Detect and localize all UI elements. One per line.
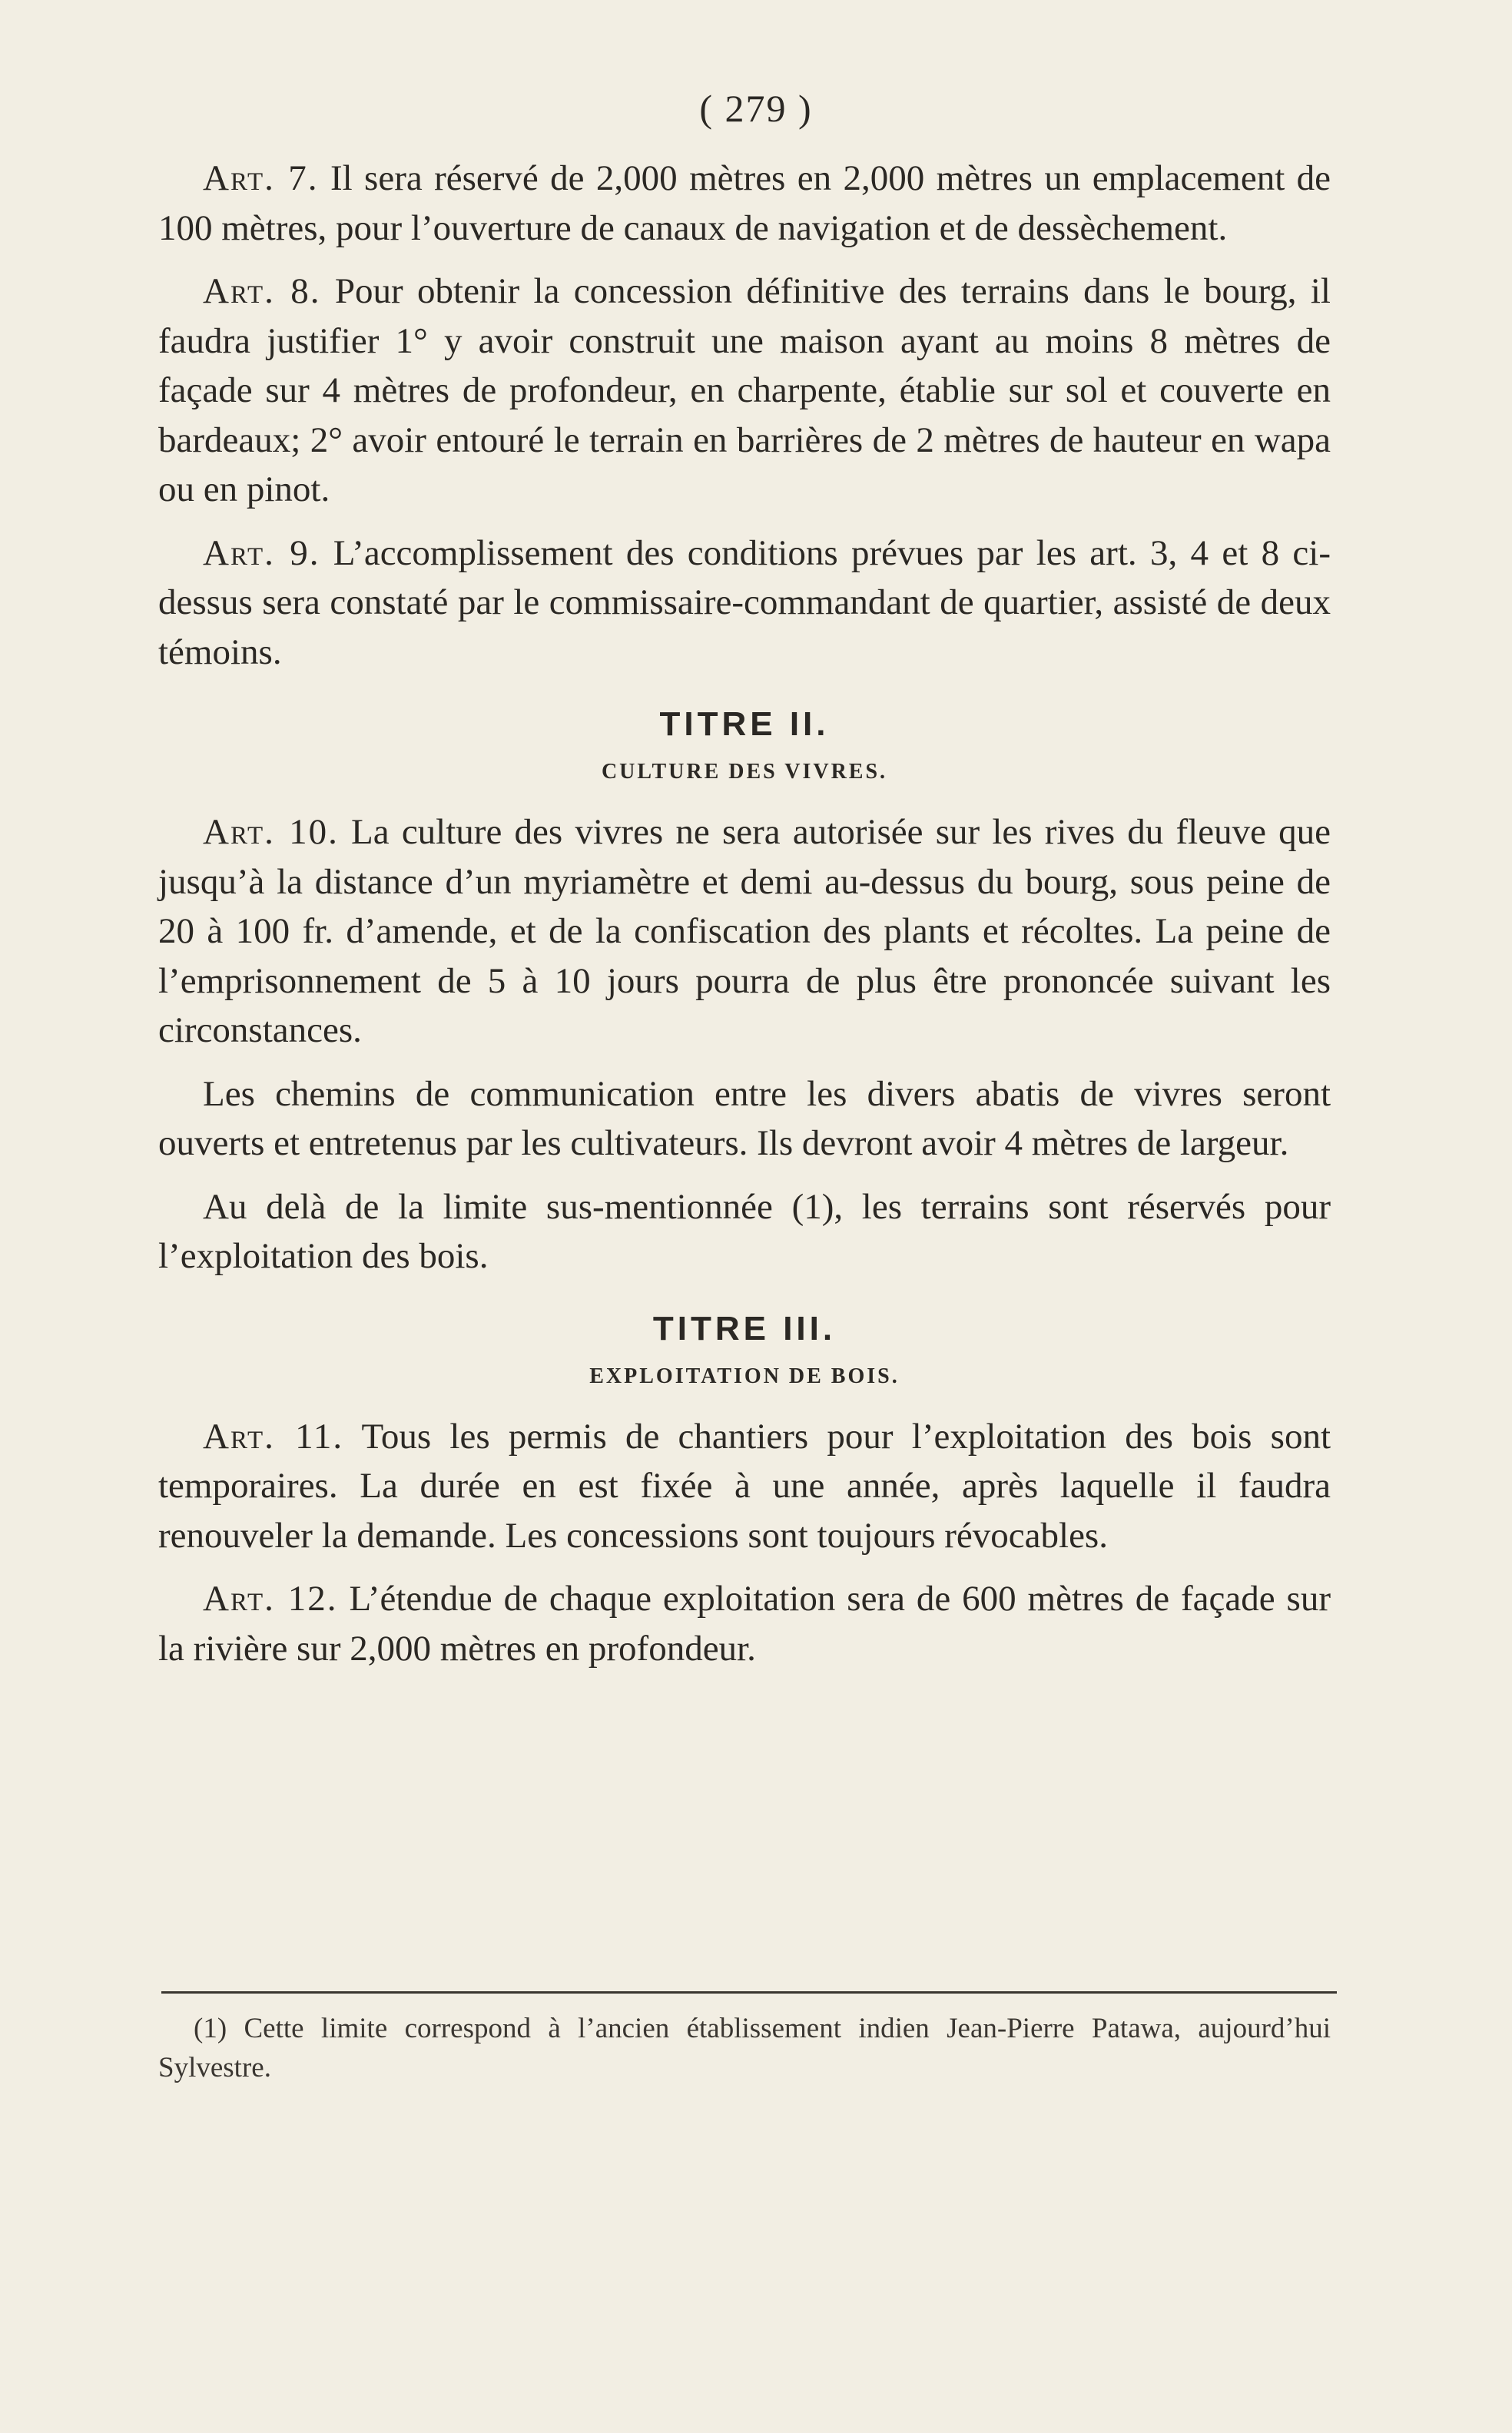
paragraph-chemins: Les chemins de communication entre les divers abatis de vivres seront ouverts et entretenus par les cultivateurs. Ils devront avoir 4 mètres de largeur. [158, 1073, 1331, 1163]
article-10 [158, 807, 1331, 1056]
section-title-3: TITRE III. [652, 1309, 837, 1347]
footnote-divider [161, 1991, 1337, 1994]
article-text: Pour obtenir la concession définitive des terrains dans le bourg, il faudra justifier 1° y avoir construit une maison ayant au moins 8 mètres de façade sur 4 mètres de profondeur, en charpente, établie sur sol et couverte en bardeaux; 2° avoir entouré le terrain en barrières de 2 mètres de hauteur en wapa ou en pinot. [158, 271, 1331, 509]
article-text: La culture des vivres ne sera autorisée sur les rives du fleuve que jusqu’à la distance d’un myriamètre et demi au-dessus du bourg, sous peine de 20 à 100 fr. d’amende, et de la confiscation des plants et récoltes. La peine de l’emprisonnement de 5 à 10 jours pourra de plus être prononcée suivant les circonstances. [158, 812, 1331, 1050]
article-8 [158, 267, 1331, 515]
footnote: (1) Cette limite correspond à l’ancien établissement indien Jean-Pierre Patawa, aujourd’hui Sylvestre. [158, 2013, 1331, 2083]
article-12 [158, 1574, 1331, 1673]
section-title-2: TITRE II. [659, 705, 830, 743]
article-text: Tous les permis de chantiers pour l’exploitation des bois sont temporaires. La durée en est fixée à une année, après laquelle il faudra renouveler la demande. Les concessions sont toujours révocables. [158, 1416, 1331, 1556]
article-text: L’accomplissement des conditions prévues par les art. 3, 4 et 8 ci-dessus sera constaté par le commissaire-commandant de quartier, assisté de deux témoins. [158, 532, 1331, 672]
section-subtitle-3: EXPLOITATION DE BOIS. [589, 1364, 900, 1388]
article-label: Art. 9. [203, 532, 320, 573]
article-label: Art. 11. [203, 1416, 344, 1457]
page-number: ( 279 ) [699, 87, 813, 130]
article-label: Art. 12. [203, 1579, 338, 1619]
article-text: L’étendue de chaque exploitation sera de 600 mètres de façade sur la rivière sur 2,000 mètres en profondeur. [158, 1579, 1331, 1669]
article-11 [158, 1412, 1331, 1561]
section-subtitle-2: CULTURE DES VIVRES. [601, 760, 888, 784]
article-9 [158, 529, 1331, 678]
article-7 [158, 154, 1331, 253]
article-label: Art. 10. [203, 812, 339, 852]
paragraph-limite: Au delà de la limite sus-mentionnée (1), les terrains sont réservés pour l’exploitation des bois. [158, 1186, 1331, 1276]
document-body [158, 154, 1331, 1687]
article-label: Art. 8. [203, 271, 321, 311]
article-text: Il sera réservé de 2,000 mètres en 2,000 mètres un emplacement de 100 mètres, pour l’ouverture de canaux de navigation et de dessèchement. [158, 158, 1331, 248]
article-label: Art. 7. [203, 158, 319, 198]
